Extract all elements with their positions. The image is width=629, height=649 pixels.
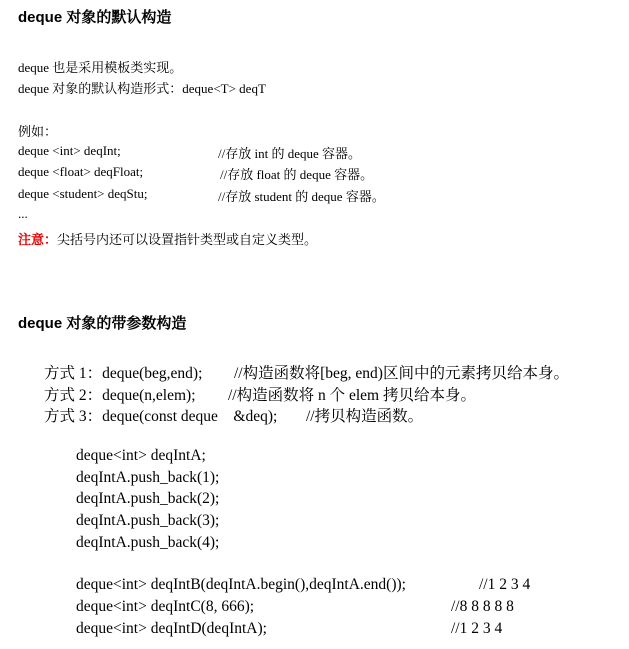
method-comment: //构造函数将 n 个 elem 拷贝给本身。: [228, 387, 476, 404]
section-heading-default-construct: deque 对象的默认构造: [18, 9, 172, 26]
code-result-line: deque<int> deqIntC(8, 666);: [76, 598, 255, 615]
code-result-comment: //1 2 3 4: [479, 576, 531, 593]
code-result-comment: //1 2 3 4: [451, 620, 503, 637]
code-result-comment: //8 8 8 8 8: [451, 598, 514, 615]
method-text: 方式 2：deque(n,elem);: [44, 387, 196, 404]
example-label: 例如：: [18, 124, 58, 139]
note: [18, 229, 317, 248]
note-text: 尖括号内还可以设置指针类型或自定义类型。: [57, 232, 318, 247]
note-label: 注意：: [18, 232, 58, 247]
code-result-line: deque<int> deqIntD(deqIntA);: [76, 620, 267, 637]
method-text: 方式 1：deque(beg,end);: [44, 365, 203, 382]
code-line: deqIntA.push_back(2);: [76, 490, 220, 507]
intro-line: deque 也是采用模板类实现。: [18, 60, 183, 75]
code-line: deqIntA.push_back(4);: [76, 534, 220, 551]
intro-line: deque 对象的默认构造形式：deque<T> deqT: [18, 81, 266, 96]
example-comment: //存放 student 的 deque 容器。: [218, 189, 385, 204]
method-comment: //拷贝构造函数。: [306, 408, 424, 425]
example-comment: //存放 int 的 deque 容器。: [218, 146, 361, 161]
example-code: deque <int> deqInt;: [18, 143, 121, 158]
example-comment: //存放 float 的 deque 容器。: [220, 167, 374, 182]
section-heading-param-construct: deque 对象的带参数构造: [18, 315, 187, 332]
code-line: deque<int> deqIntA;: [76, 447, 206, 464]
ellipsis: ...: [18, 206, 28, 221]
example-code: deque <float> deqFloat;: [18, 164, 144, 179]
code-result-line: deque<int> deqIntB(deqIntA.begin(),deqIntA.end());: [76, 576, 406, 593]
code-line: deqIntA.push_back(3);: [76, 512, 220, 529]
method-comment: //构造函数将[beg, end)区间中的元素拷贝给本身。: [234, 365, 569, 382]
example-code: deque <student> deqStu;: [18, 186, 148, 201]
code-line: deqIntA.push_back(1);: [76, 469, 220, 486]
method-text: 方式 3：deque(const deque &deq);: [44, 408, 278, 425]
